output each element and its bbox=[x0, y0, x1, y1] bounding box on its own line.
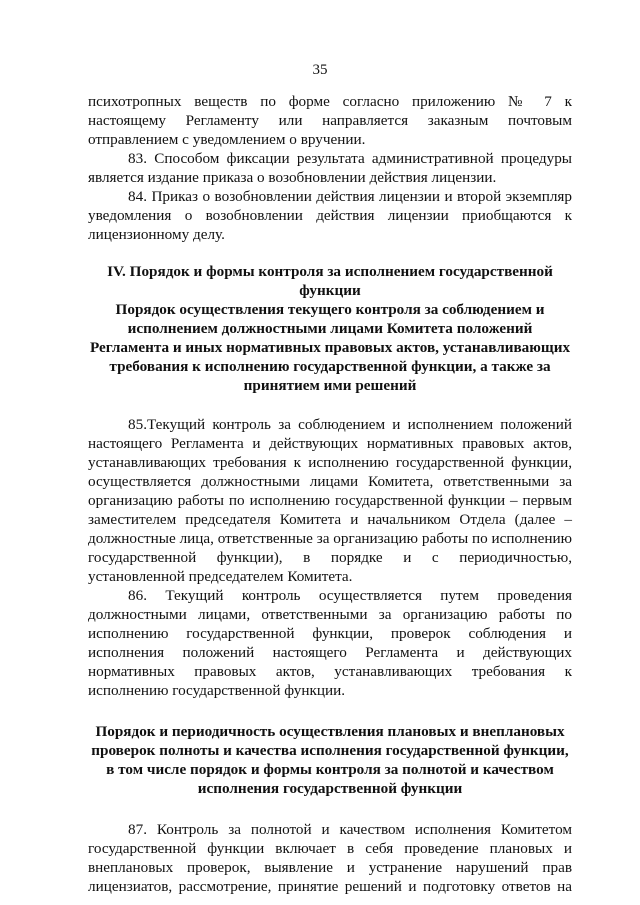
document-body bbox=[88, 92, 572, 896]
paragraph-continuation: психотропных веществ по форме согласно приложению № 7 к настоящему Регламенту или направляется заказным почтовым отправлением с уведомлением о вручении. bbox=[88, 93, 572, 148]
subsection-heading: Порядок и периодичность осуществления плановых и внеплановых проверок полноты и качества исполнения государственной функции, в том числе порядок и формы контроля за полнотой и качеством исполнения государственной функции bbox=[91, 723, 569, 797]
section-heading-subtitle: Порядок осуществления текущего контроля за соблюдением и исполнением должностными лицами Комитета положений Регламента и иных нормативных правовых актов, устанавливающих требования к исполнению государственной функции, а также за принятием ими решений bbox=[89, 301, 571, 394]
page-number: 35 bbox=[312, 62, 328, 78]
paragraph-85: 85.Текущий контроль за соблюдением и исполнением положений настоящего Регламента и действующих нормативных правовых актов, устанавливающих требования к исполнению государственной функции, осуществляется должностными лицами Комитета, ответственными за организацию работы по исполнению государственной функции – первым заместителем председателя Комитета и начальником Отдела (далее – должностные лица, ответственные за организацию работы по исполнению государственной функции), в порядке и с периодичностью, установленной председателем Комитета. bbox=[88, 416, 572, 585]
paragraph-86: 86. Текущий контроль осуществляется путем проведения должностными лицами, ответственными за организацию работы по исполнению государственной функции, проверок соблюдения и исполнения положений настоящего Регламента и действующих нормативных правовых актов, устанавливающих требования к исполнению государственной функции. bbox=[88, 587, 572, 699]
paragraph-84: 84. Приказ о возобновлении действия лицензии и второй экземпляр уведомления о возобновлении действия лицензии приобщаются к лицензионному делу. bbox=[88, 188, 572, 243]
section-heading-title: IV. Порядок и формы контроля за исполнением государственной функции bbox=[107, 263, 553, 299]
paragraph-83: 83. Способом фиксации результата административной процедуры является издание приказа о возобновлении действия лицензии. bbox=[88, 150, 572, 186]
paragraph-87: 87. Контроль за полнотой и качеством исполнения Комитетом государственной функции включает в себя проведение плановых и внеплановых проверок, выявление и устранение нарушений прав лицензиатов, рассмотрение, принятие решений и подготовку ответов на bbox=[88, 821, 572, 895]
